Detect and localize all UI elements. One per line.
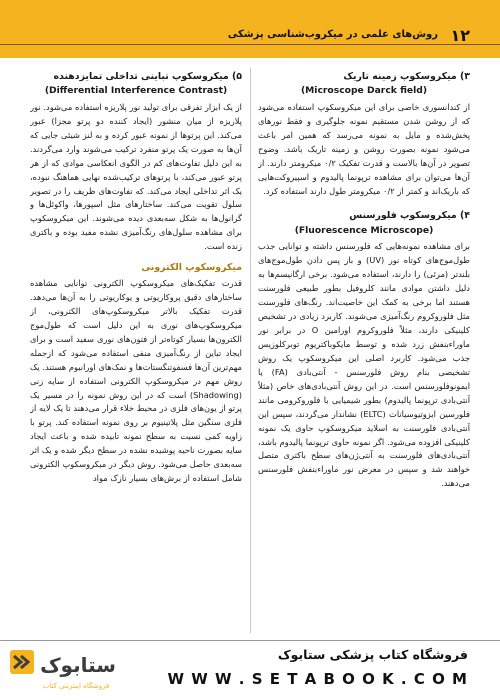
paragraph-dark-field: از کندانسوری خاصی برای این میکروسکوپ استفاده می‌شود که از روشن شدن مستقیم نمونه جلوگیری و فقط نورهای پخش‌شده و مایل به نمونه می‌رسد که همین امر باعث می‌شود نمونه بصورت روشن و زمینه تاریک باشد. وضوح تصویر در آن‌ها بالاست و قدرت تفکیک ۰/۲ میکرومتر دارند. از آن‌ها می‌توان برای مشاهده ترپونما پالیدوم و اسپیروکت‌هایی که باریک‌اند و کمتر از ۰/۲ میکرومتر طول دارند استفاده کرد. — [258, 101, 470, 196]
setabook-logo-icon — [10, 646, 120, 694]
store-name: فروشگاه کتاب پزشکی ستابوک — [277, 647, 468, 662]
left-column — [30, 70, 242, 630]
section-title-electron: میکروسکوپ الکترونی — [141, 262, 242, 274]
page-footer — [0, 640, 500, 700]
column-divider — [250, 68, 251, 633]
svg-text:فروشگاه اینترنتی کتاب: فروشگاه اینترنتی کتاب — [42, 682, 110, 690]
page-header — [0, 0, 500, 58]
svg-text:ستابوک: ستابوک — [40, 653, 116, 677]
paragraph-electron: قدرت تفکیک‌های میکروسکوپ الکترونی توانایی مشاهده ساختارهای دقیق پروکاریوتی و یوکاریوتی را به آن‌ها می‌دهد. قدرت تفکیک بالاتر میکروسکوپ‌های الکترونی، از میکروسکوپ‌های نوری به این دلیل است که طول‌موج الکترون‌ها بسیار کوتاه‌تر از فتون‌های نوری سفید است و برای ایجاد تباین از رنگ‌آمیزی منفی استفاده می‌شود که ازجمله مهم‌ترین آن‌ها فسفوتنگستات‌ها و نمک‌های اورانیوم هستند. یک روش مهم در میکروسکوپ الکترونی استفاده از سایه زنی (Shadowing) است که در این روش نمونه را در مسیر یک پرتو از یون‌های فلزی در محیط خلاء قرار می‌دهند تا یک لایه از فلزی سنگین مثل پلاتینیوم بر روی نمونه استقاده کند. پرتو با زاویه کمی نسبت به سطح نمونه تابیده شده و باعث ایجاد سایه بصورت ناحیه پوشیده نشده در سطح دیگر شده و یک اثر سه‌بعدی حاصل می‌شود. روش دیگر در میکروسکوپ الکترونی شامل استفاده از برش‌های بسیار نازک مواد — [30, 278, 242, 484]
paragraph-fluorescence: برای مشاهده نمونه‌هایی که فلورسنس داشته و توانایی جذب طول‌موج‌های کوتاه نور (UV) و باز پس دادن طول‌موج‌های بلندتر (مرئی) را دارند، استفاده می‌شود. برخی ارگانیسم‌ها به دلیل داشتن موادی مانند کلروفیل بطور طبیعی فلورسنت هستند اما برخی به کمک این خاصیت‌اند. رنگ‌های فلورسنت مثل فلوروکروم رنگ‌آمیزی می‌شوند. کاربرد زیادی در تشخیص کلینیکی دارند، مثلاً فلوروکروم اورامین O در برابر نور ماوراءبنفش زرد شده و توسط مایکوباکتریوم توبرکلوزیس جذب می‌شود. کاربرد اصلی این میکروسکوپ یک روش تشخیصی بنام روش فلورسنس - آنتی‌بادی (FA) یا ایمونوفلورسنس است. در این روش آنتی‌بادی‌های خاص (مثلاً آنتی‌بادی ترپونما پالیدوم) بطور شیمیایی با فلوروکرومی مانند فلورسین ایزوتیوسیانات (ELTC) نشاندار می‌گردند، سپس این آنتی‌بادی فلورسنت به اسلاید میکروسکوپ حاوی یک نمونه کلینیکی افزوده می‌شود. اگر نمونه حاوی ترپونما پالیدوم باشد، آنتی‌بادی‌های فلورسنت به آنتی‌ژن‌های سطح باکتری متصل خواهند شد و سپس در معرض نور ماوراءبنفش فلورسنس می‌دهند. — [258, 241, 470, 489]
running-title: روش‌های علمی در میکروب‌شناسی پزشکی — [227, 29, 438, 40]
store-url[interactable]: W W W . S E T A B O O K . C O M — [167, 670, 468, 688]
section-title-dark-field: ۳) میکروسکوپ زمینه تاریک — [343, 71, 470, 82]
section-latin-dark-field: (Microscope Darck field) — [300, 85, 428, 97]
section-latin-fluorescence: (Fluorescence Microscope) — [294, 224, 434, 236]
section-title-fluorescence: ۴) میکروسکوپ فلورسنس — [349, 210, 470, 222]
page-number: ۱۲ — [450, 26, 470, 45]
header-rule — [0, 44, 500, 45]
footer-rule — [0, 640, 500, 641]
paragraph-dic: از یک ابزار تفرقی برای تولید نور پلاریزه استفاده می‌شود. نور پلاریزه از میان منشور (ایجاد کننده دو پرتو مجزا) عبور می‌کند. این پرتوها از نمونه عبور کرده و به لنز شیئی جایی که آن‌ها به صورت یک پرتو منفرد ترکیب می‌شوند وارد می‌گردند. به این دلیل تفاوت‌های کم در الگوی انعکاسی موادی که از هر پرتو عبور می‌کند، با پرتوهای ترکیب‌شده نهایی هماهنگ نبوده، یک اثر تداخلی ایجاد می‌کند. که تفاوت‌های ظریف را در تصویر سلول تقویت می‌کند. ساختارهای مثل اسپورها، واکوئل‌ها و گرانول‌ها به شکل سه‌بعدی دیده می‌شوند. این میکروسکوپ برای مشاهده سلول‌های رنگ‌آمیزی نشده مفید بوده و باکتری زنده است. — [30, 101, 242, 252]
right-column — [258, 70, 470, 630]
section-latin-dic: (Differential Interference Contrast) — [44, 85, 228, 97]
section-title-dic: ۵) میکروسکوپ تباینی تداخلی تمایزدهنده — [53, 71, 242, 82]
